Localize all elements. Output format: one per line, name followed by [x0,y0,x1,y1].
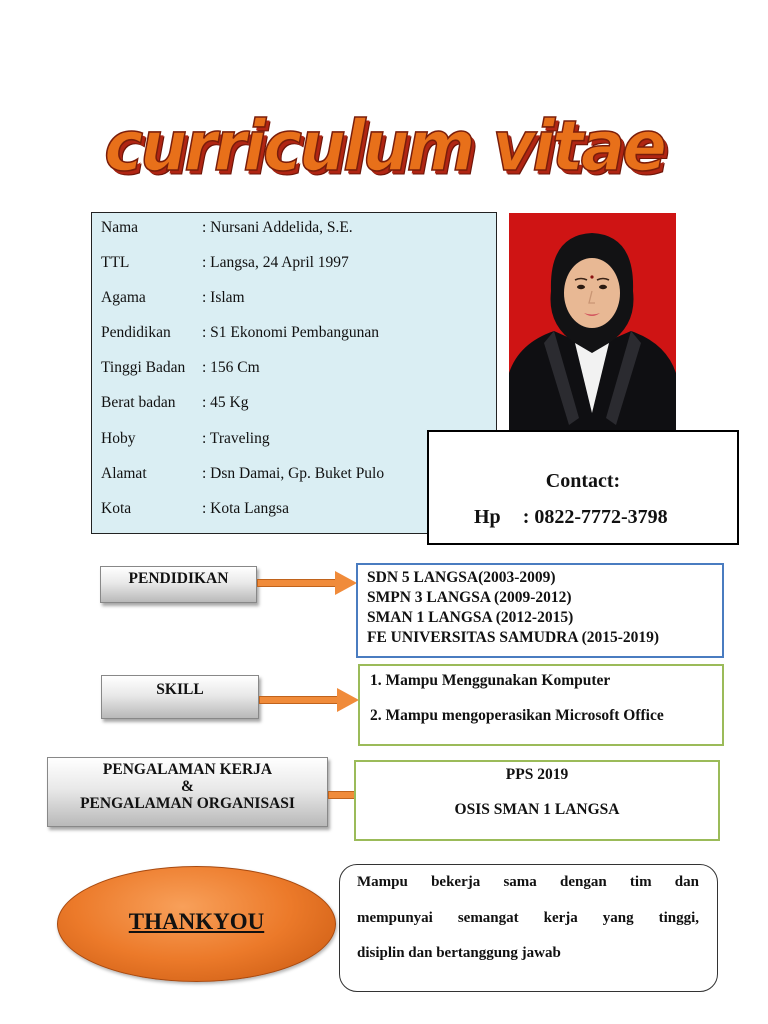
info-value: : Langsa, 24 April 1997 [202,254,349,271]
skill-label: SKILL [101,675,259,719]
info-value: : Kota Langsa [202,500,289,517]
info-row-kota [101,499,289,519]
info-label: Kota [101,500,132,517]
pengalaman-item: PPS 2019 [505,766,569,783]
info-label: Pendidikan [101,324,171,341]
phone-label: Hp [474,506,501,528]
info-label: Tinggi Badan [101,359,186,376]
arrow-right-icon [257,575,357,591]
pengalaman-item: OSIS SMAN 1 LANGSA [454,801,620,818]
pendidikan-item: SDN 5 LANGSA(2003-2009) [367,569,556,586]
summary-box [339,864,718,992]
pengalaman-label [47,757,328,827]
info-value: : Dsn Damai, Gp. Buket Pulo [202,465,385,482]
pendidikan-list [356,563,724,658]
contact-title: Contact: [545,470,621,492]
contact-box [427,430,739,545]
info-row-pendidikan [101,323,379,343]
info-label: TTL [101,254,130,271]
info-value: : Nursani Addelida, S.E. [202,219,353,236]
pendidikan-label: PENDIDIKAN [100,566,257,603]
info-value: : 45 Kg [202,394,249,411]
pengalaman-label-line: PENGALAMAN KERJA [102,761,273,778]
info-value: : Traveling [202,430,270,447]
info-row-nama [101,218,353,238]
profile-photo-illustration [509,213,676,431]
phone-number: : 0822-7772-3798 [522,506,668,528]
pengalaman-label-line: & [181,778,194,795]
summary-line: disiplin dan bertanggung jawab [357,945,561,961]
pendidikan-item: SMPN 3 LANGSA (2009-2012) [367,589,572,606]
info-row-tinggi-badan [101,358,260,378]
info-label: Nama [101,219,139,236]
info-row-alamat [101,464,384,484]
info-label: Agama [101,289,146,306]
info-value: : S1 Ekonomi Pembangunan [202,324,379,341]
skill-list [358,664,724,746]
info-value: : 156 Cm [202,359,260,376]
thankyou-oval [57,866,336,982]
cv-title: curriculum vitae [104,106,664,187]
info-row-berat-badan [101,393,249,413]
pengalaman-label-line: PENGALAMAN ORGANISASI [80,795,295,812]
pendidikan-item: SMAN 1 LANGSA (2012-2015) [367,609,574,626]
thankyou-text: THANKYOU [128,909,265,934]
info-label: Alamat [101,465,147,482]
info-value: : Islam [202,289,245,306]
info-row-ttl [101,253,349,273]
info-label: Hoby [101,430,136,447]
pendidikan-item: FE UNIVERSITAS SAMUDRA (2015-2019) [367,629,660,646]
pengalaman-list [354,760,720,841]
skill-item: 2. Mampu mengoperasikan Microsoft Office [370,707,664,724]
arrow-right-icon [259,692,359,708]
info-row-agama [101,288,245,308]
profile-photo [509,213,676,431]
info-row-hoby [101,429,270,449]
summary-line: mempunyai semangat kerja yang tinggi, [357,910,699,926]
summary-line: Mampu bekerja sama dengan tim dan [357,874,699,890]
skill-item: 1. Mampu Menggunakan Komputer [370,672,611,689]
info-label: Berat badan [101,394,176,411]
contact-phone [474,506,668,529]
